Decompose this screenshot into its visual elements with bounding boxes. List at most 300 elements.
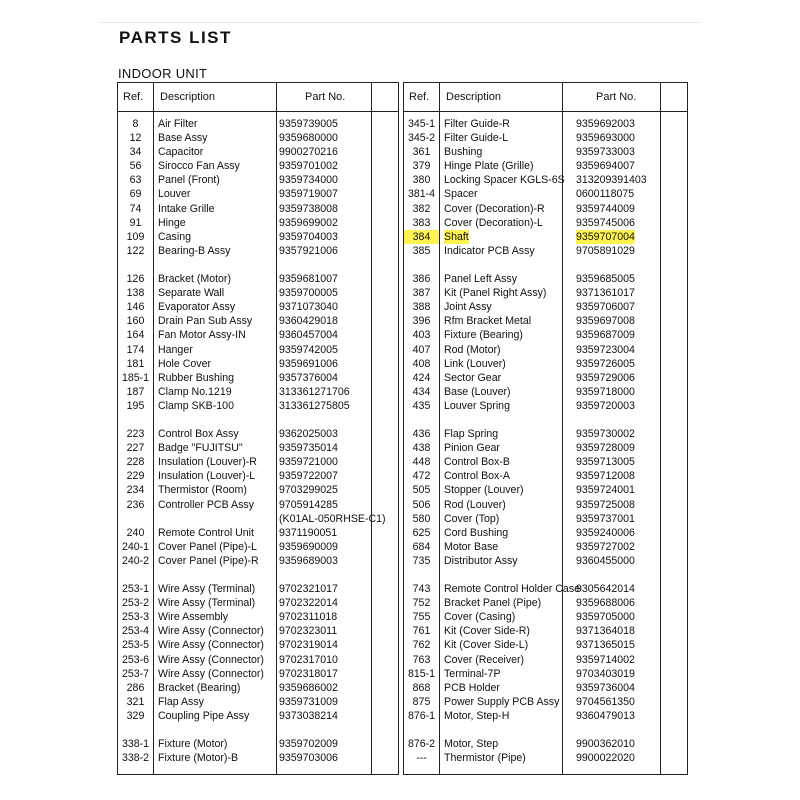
description-cell: Cover Panel (Pipe)-L <box>158 540 257 553</box>
part-no-cell: 9900362010 <box>576 738 635 751</box>
part-no-cell: 9702322014 <box>279 597 338 610</box>
table-row <box>118 343 398 357</box>
table-row <box>404 483 687 497</box>
description-cell: Stopper (Louver) <box>444 484 524 497</box>
part-no-cell: 9703299025 <box>279 484 338 497</box>
ref-cell: 868 <box>412 681 431 694</box>
part-no-cell: 9359726005 <box>576 357 635 370</box>
ref-cell: 385 <box>412 244 431 257</box>
table-row <box>118 399 398 413</box>
ref-cell: 228 <box>126 456 145 469</box>
part-no-cell: 313209391403 <box>576 174 647 187</box>
part-no-cell: 9702323011 <box>279 625 338 638</box>
description-cell: Clamp No.1219 <box>158 385 232 398</box>
description-cell: Flap Spring <box>444 428 499 441</box>
table-row <box>404 343 687 357</box>
description-cell: Pinion Gear <box>444 442 500 455</box>
table-row <box>404 469 687 483</box>
table-row <box>404 230 687 244</box>
part-no-cell: 9359691006 <box>279 357 338 370</box>
description-cell: Wire Assy (Connector) <box>158 639 264 652</box>
ref-cell: 580 <box>412 512 431 525</box>
table-row <box>118 723 398 737</box>
ref-cell: 321 <box>126 695 145 708</box>
part-no-cell: 9704561350 <box>576 695 635 708</box>
description-cell: Clamp SKB-100 <box>158 399 234 412</box>
part-no-cell: 9702319014 <box>279 639 338 652</box>
description-cell: Insulation (Louver)-R <box>158 456 257 469</box>
table-row <box>118 202 398 216</box>
table-row <box>404 244 687 258</box>
part-no-cell: 9360455000 <box>576 554 635 567</box>
table-row <box>404 568 687 582</box>
description-cell: Sector Gear <box>444 371 502 384</box>
table-row <box>118 427 398 441</box>
description-cell: Separate Wall <box>158 287 225 300</box>
part-no-cell: 9359700005 <box>279 287 338 300</box>
table-row <box>118 131 398 145</box>
description-cell: Motor, Step <box>444 738 499 751</box>
ref-cell: 625 <box>412 526 431 539</box>
table-row <box>404 582 687 596</box>
description-cell: Wire Assy (Connector) <box>158 667 264 680</box>
part-no-cell: 9357376004 <box>279 371 338 384</box>
table-row <box>118 667 398 681</box>
table-row <box>404 441 687 455</box>
ref-cell: 436 <box>412 428 431 441</box>
parts-table-left <box>117 82 399 775</box>
ref-cell: 329 <box>126 709 145 722</box>
table-row <box>118 258 398 272</box>
description-cell: Locking Spacer KGLS-6S <box>444 174 565 187</box>
ref-cell: 181 <box>126 357 145 370</box>
part-no-cell: 9705914285 <box>279 498 338 511</box>
table-row <box>118 300 398 314</box>
description-cell: Wire Assy (Terminal) <box>158 583 256 596</box>
part-no-cell: 9360429018 <box>279 315 338 328</box>
ref-cell: 227 <box>126 442 145 455</box>
description-cell: Spacer <box>444 188 478 201</box>
part-no-cell: 9359729006 <box>576 371 635 384</box>
ref-cell: 752 <box>412 597 431 610</box>
table-row <box>404 695 687 709</box>
table-row <box>118 145 398 159</box>
description-cell: Thermistor (Pipe) <box>444 752 526 765</box>
table-row <box>118 357 398 371</box>
part-no-cell: 9359705000 <box>576 611 635 624</box>
description-cell: Indicator PCB Assy <box>444 244 535 257</box>
table-row <box>404 455 687 469</box>
table-row <box>404 399 687 413</box>
table-row <box>118 695 398 709</box>
description-cell: Casing <box>158 230 191 243</box>
ref-cell: 223 <box>126 428 145 441</box>
description-cell: Base (Louver) <box>444 385 511 398</box>
part-no-cell: 9359730002 <box>576 428 635 441</box>
description-cell: Wire Assembly <box>158 611 229 624</box>
description-cell: Kit (Cover Side-R) <box>444 625 530 638</box>
ref-cell: 236 <box>126 498 145 511</box>
ref-cell: 91 <box>129 216 142 229</box>
ref-cell: 381-4 <box>407 188 436 201</box>
table-row <box>404 540 687 554</box>
description-cell: Motor, Step-H <box>444 709 510 722</box>
part-no-cell: 9360479013 <box>576 709 635 722</box>
table-row <box>118 272 398 286</box>
part-no-cell: 9359719007 <box>279 188 338 201</box>
table-row <box>118 314 398 328</box>
table-row <box>404 258 687 272</box>
table-row <box>404 638 687 652</box>
ref-cell: 345-1 <box>407 118 436 130</box>
table-row <box>118 187 398 201</box>
table-body <box>118 117 398 765</box>
table-row <box>118 216 398 230</box>
table-row <box>118 526 398 540</box>
ref-cell: 34 <box>129 146 142 159</box>
part-no-cell: 313361271706 <box>279 385 350 398</box>
table-row <box>118 681 398 695</box>
table-row <box>404 202 687 216</box>
table-row <box>404 371 687 385</box>
description-cell: Cover (Decoration)-L <box>444 216 543 229</box>
part-no-cell: 9357921006 <box>279 244 338 257</box>
description-cell: Bracket (Bearing) <box>158 681 241 694</box>
table-row <box>118 483 398 497</box>
description-cell: Control Box Assy <box>158 428 239 441</box>
description-cell: Cord Bushing <box>444 526 509 539</box>
part-no-cell: 9900022020 <box>576 752 635 765</box>
part-no-cell: 9360457004 <box>279 329 338 342</box>
part-no-cell: 9359734000 <box>279 174 338 187</box>
description-cell: Filter Guide-R <box>444 118 510 130</box>
part-no-cell: 9359735014 <box>279 442 338 455</box>
description-cell: Base Assy <box>158 132 208 145</box>
table-row <box>404 117 687 131</box>
table-row <box>118 568 398 582</box>
part-no-cell: 9362025003 <box>279 428 338 441</box>
ref-cell: 876-1 <box>407 709 436 722</box>
description-cell: Cover (Decoration)-R <box>444 202 545 215</box>
table-row <box>118 413 398 427</box>
description-cell: Evaporator Assy <box>158 301 236 314</box>
table-row <box>404 596 687 610</box>
description-cell: Hole Cover <box>158 357 211 370</box>
table-row <box>404 328 687 342</box>
top-rule <box>100 22 700 23</box>
description-cell: Panel Left Assy <box>444 273 518 286</box>
table-row <box>404 187 687 201</box>
table-row <box>118 582 398 596</box>
part-no-cell: 9371365015 <box>576 639 635 652</box>
ref-cell: 253-2 <box>121 597 150 610</box>
table-row <box>118 498 398 512</box>
table-row <box>118 751 398 765</box>
ref-cell: 74 <box>129 202 142 215</box>
ref-cell: 63 <box>129 174 142 187</box>
table-row <box>404 413 687 427</box>
ref-cell: 435 <box>412 399 431 412</box>
description-cell: Filter Guide-L <box>444 132 509 145</box>
header-ref: Ref. <box>409 91 430 103</box>
header-ref: Ref. <box>123 91 144 103</box>
ref-cell: 338-2 <box>121 752 150 765</box>
part-no-cell: 9359694007 <box>576 160 635 173</box>
description-cell: Fixture (Motor) <box>158 738 228 751</box>
part-no-cell: 9359714002 <box>576 653 635 666</box>
table-row <box>118 159 398 173</box>
description-cell: Control Box-B <box>444 456 510 469</box>
table-row <box>404 526 687 540</box>
ref-cell: 403 <box>412 329 431 342</box>
table-row <box>118 624 398 638</box>
description-cell: Flap Assy <box>158 695 204 708</box>
description-cell: Cover (Receiver) <box>444 653 525 666</box>
ref-cell: 506 <box>412 498 431 511</box>
description-cell: Rubber Bushing <box>158 371 234 384</box>
table-row <box>118 441 398 455</box>
ref-cell: 424 <box>412 371 431 384</box>
part-no-cell: 9373038214 <box>279 709 338 722</box>
ref-cell: 109 <box>126 230 145 243</box>
part-no-cell: 9359738008 <box>279 202 338 215</box>
ref-cell: 286 <box>126 681 145 694</box>
ref-cell: 240-1 <box>121 540 150 553</box>
table-row <box>404 751 687 765</box>
part-no-cell: 9703403019 <box>576 667 635 680</box>
ref-cell: 69 <box>129 188 142 201</box>
ref-cell: 138 <box>126 287 145 300</box>
ref-cell: 8 <box>132 118 139 130</box>
part-no-cell: 9359703006 <box>279 752 338 765</box>
description-cell: Hinge Plate (Grille) <box>444 160 534 173</box>
description-cell: Wire Assy (Terminal) <box>158 597 256 610</box>
description-cell: Louver <box>158 188 191 201</box>
table-row <box>118 540 398 554</box>
ref-cell: 164 <box>126 329 145 342</box>
description-cell: Rod (Motor) <box>444 343 501 356</box>
description-cell: Bearing-B Assy <box>158 244 231 257</box>
description-cell: Insulation (Louver)-L <box>158 470 256 483</box>
description-cell: Power Supply PCB Assy <box>444 695 560 708</box>
part-no-cell: 0600118075 <box>576 188 635 201</box>
ref-cell: 875 <box>412 695 431 708</box>
description-cell: Cover (Casing) <box>444 611 516 624</box>
part-no-cell: 9359745006 <box>576 216 635 229</box>
ref-cell: 762 <box>412 639 431 652</box>
description-cell: Kit (Cover Side-L) <box>444 639 529 652</box>
table-header <box>118 83 398 112</box>
part-no-cell: 9705891029 <box>576 244 635 257</box>
description-cell: Thermistor (Room) <box>158 484 247 497</box>
part-no-cell: 9359688006 <box>576 597 635 610</box>
description-cell: Control Box-A <box>444 470 510 483</box>
ref-cell: 253-4 <box>121 625 150 638</box>
part-no-cell: 9359681007 <box>279 273 338 286</box>
description-cell: Rod (Louver) <box>444 498 506 511</box>
table-row <box>118 638 398 652</box>
ref-cell: 234 <box>126 484 145 497</box>
part-no-cell: 9359697008 <box>576 315 635 328</box>
table-row <box>404 681 687 695</box>
part-no-cell: 9359731009 <box>279 695 338 708</box>
description-cell: Fan Motor Assy-IN <box>158 329 246 342</box>
page-title: PARTS LIST <box>119 28 232 47</box>
ref-cell: 763 <box>412 653 431 666</box>
table-row <box>118 286 398 300</box>
part-no-cell: 9359686002 <box>279 681 338 694</box>
part-no-cell: 9359701002 <box>279 160 338 173</box>
table-row <box>404 498 687 512</box>
description-cell: Distributor Assy <box>444 554 518 567</box>
description-cell: Wire Assy (Connector) <box>158 625 264 638</box>
part-no-cell: 313361275805 <box>279 399 350 412</box>
ref-cell: 338-1 <box>121 738 150 751</box>
description-cell: Motor Base <box>444 540 499 553</box>
ref-cell: 185-1 <box>121 371 150 384</box>
description-cell: Hinge <box>158 216 186 229</box>
description-cell: Capacitor <box>158 146 204 159</box>
ref-cell: 735 <box>412 554 431 567</box>
part-no-cell: 9359718000 <box>576 385 635 398</box>
table-row <box>404 624 687 638</box>
ref-cell: 126 <box>126 273 145 286</box>
table-row <box>118 737 398 751</box>
description-cell: Bracket Panel (Pipe) <box>444 597 542 610</box>
part-no-cell: 9359699002 <box>279 216 338 229</box>
description-cell: Bracket (Motor) <box>158 273 231 286</box>
description-cell: PCB Holder <box>444 681 500 694</box>
ref-cell: 56 <box>129 160 142 173</box>
ref-cell: 408 <box>412 357 431 370</box>
part-no-cell: 9359706007 <box>576 301 635 314</box>
part-no-cell: 9359727002 <box>576 540 635 553</box>
part-no-cell: 9359692003 <box>576 118 635 130</box>
table-row <box>404 145 687 159</box>
table-row <box>404 512 687 526</box>
description-cell: Wire Assy (Connector) <box>158 653 264 666</box>
part-no-cell: 9359713005 <box>576 456 635 469</box>
ref-cell: 160 <box>126 315 145 328</box>
table-row <box>404 610 687 624</box>
part-no-cell: 9702318017 <box>279 667 338 680</box>
part-no-cell: 9900270216 <box>279 146 338 159</box>
description-cell: Drain Pan Sub Assy <box>158 315 253 328</box>
ref-cell: 122 <box>126 244 145 257</box>
description-cell: Air Filter <box>158 118 198 130</box>
description-cell: Cover (Top) <box>444 512 500 525</box>
ref-cell: 505 <box>412 484 431 497</box>
ref-cell: 195 <box>126 399 145 412</box>
ref-cell: 815-1 <box>407 667 436 680</box>
part-no-cell: 9702321017 <box>279 583 338 596</box>
ref-cell: 761 <box>412 625 431 638</box>
table-row <box>118 512 398 526</box>
ref-cell: 743 <box>412 583 431 596</box>
part-no-cell: 9359693000 <box>576 132 635 145</box>
description-cell: Joint Assy <box>444 301 492 314</box>
parts-table-right <box>403 82 688 775</box>
description-cell: Fixture (Bearing) <box>444 329 523 342</box>
part-no-cell: 9359725008 <box>576 498 635 511</box>
table-row <box>404 314 687 328</box>
table-row <box>118 610 398 624</box>
part-no-cell: 9359712008 <box>576 470 635 483</box>
description-cell: Kit (Panel Right Assy) <box>444 287 547 300</box>
part-no-cell: 9359728009 <box>576 442 635 455</box>
ref-cell: 240 <box>126 526 145 539</box>
table-row <box>404 385 687 399</box>
table-row <box>118 596 398 610</box>
table-row <box>404 667 687 681</box>
part-no-cell: 9359690009 <box>279 540 338 553</box>
ref-cell: 361 <box>412 146 431 159</box>
ref-cell: 253-7 <box>121 667 150 680</box>
header-description: Description <box>160 91 216 103</box>
part-no-cell: 9702311018 <box>279 611 338 624</box>
table-row <box>118 173 398 187</box>
ref-cell: 876-2 <box>407 738 436 751</box>
table-row <box>118 371 398 385</box>
ref-cell: 229 <box>126 470 145 483</box>
description-cell: Link (Louver) <box>444 357 506 370</box>
table-row <box>118 117 398 131</box>
part-no-cell: 9359685005 <box>576 273 635 286</box>
section-subtitle: INDOOR UNIT <box>118 66 208 81</box>
table-row <box>404 272 687 286</box>
part-no-cell: 9359723004 <box>576 343 635 356</box>
ref-cell: 382 <box>412 202 431 215</box>
part-no-cell: 9371364018 <box>576 625 635 638</box>
ref-cell: 388 <box>412 301 431 314</box>
ref-cell: 396 <box>412 315 431 328</box>
table-row <box>118 328 398 342</box>
table-row <box>404 173 687 187</box>
table-body <box>404 117 687 765</box>
part-no-cell: 9359702009 <box>279 738 338 751</box>
ref-cell: 472 <box>412 470 431 483</box>
description-cell: Bushing <box>444 146 483 159</box>
part-no-cell: 9359724001 <box>576 484 635 497</box>
ref-cell: 384 <box>404 230 439 244</box>
ref-cell: 146 <box>126 301 145 314</box>
part-no-cell: 9371361017 <box>576 287 635 300</box>
description-cell: Coupling Pipe Assy <box>158 709 250 722</box>
part-no-cell: 9359737001 <box>576 512 635 525</box>
description-cell: Louver Spring <box>444 399 510 412</box>
part-no-cell: 9359739005 <box>279 118 338 130</box>
table-row <box>118 554 398 568</box>
table-row <box>404 737 687 751</box>
part-no-cell: 9359720003 <box>576 399 635 412</box>
table-row <box>118 653 398 667</box>
description-cell: Fixture (Motor)-B <box>158 752 239 765</box>
ref-cell: 253-5 <box>121 639 150 652</box>
part-no-cell: 9359733003 <box>576 146 635 159</box>
table-row <box>404 357 687 371</box>
part-no-cell: 9359742005 <box>279 343 338 356</box>
ref-cell: 684 <box>412 540 431 553</box>
table-row <box>118 709 398 723</box>
ref-cell: --- <box>416 752 427 765</box>
table-header <box>404 83 687 112</box>
ref-cell: 383 <box>412 216 431 229</box>
ref-cell: 187 <box>126 385 145 398</box>
ref-cell: 755 <box>412 611 431 624</box>
part-no-cell: 9702317010 <box>279 653 338 666</box>
part-no-cell: 9359680000 <box>279 132 338 145</box>
description-cell: Terminal-7P <box>444 667 501 680</box>
